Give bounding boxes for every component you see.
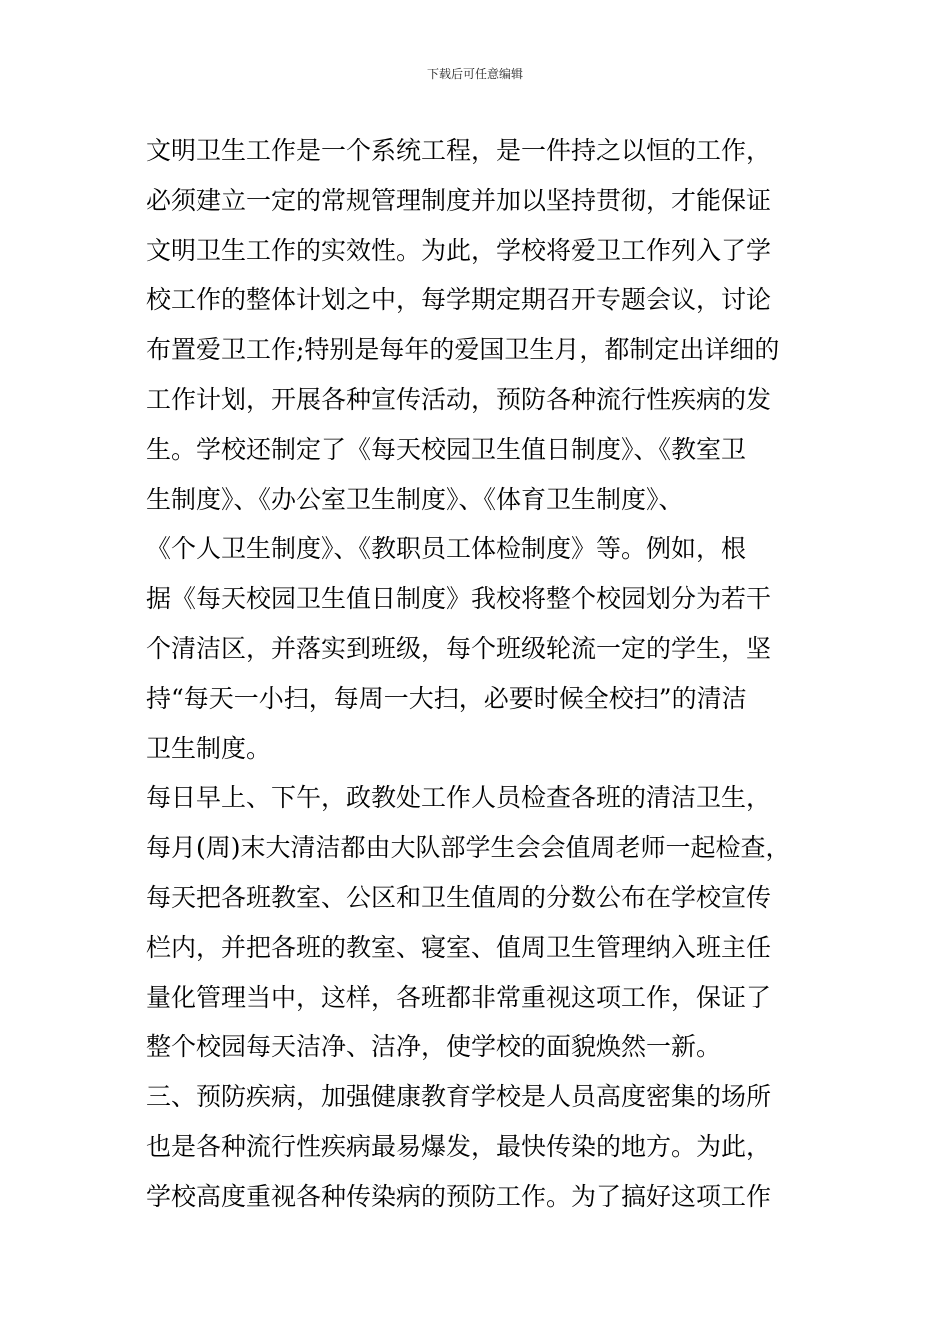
text-line: 量化管理当中，这样，各班都非常重视这项工作，保证了 [146, 982, 772, 1012]
text-line: 个清洁区，并落实到班级，每个班级轮流一定的学生，坚 [146, 633, 772, 663]
text-line: 三、预防疾病，加强健康教育学校是人员高度密集的场所 [146, 1082, 772, 1112]
text-line: 每日早上、下午，政教处工作人员检查各班的清洁卫生， [146, 783, 772, 813]
text-line: 整个校园每天洁净、洁净，使学校的面貌焕然一新。 [146, 1032, 722, 1062]
text-line: 《个人卫生制度》、《教职员工体检制度》等。例如，根 [146, 534, 747, 564]
text-line: 工作计划，开展各种宣传活动，预防各种流行性疾病的发 [146, 384, 772, 414]
text-line: 栏内，并把各班的教室、寝室、值周卫生管理纳入班主任 [146, 932, 772, 962]
text-line: 据《每天校园卫生值日制度》我校将整个校园划分为若干 [146, 584, 772, 614]
text-line: 学校高度重视各种传染病的预防工作。为了搞好这项工作 [146, 1181, 772, 1211]
text-line: 文明卫生工作的实效性。为此，学校将爱卫工作列入了学 [146, 235, 772, 265]
text-line: 校工作的整体计划之中，每学期定期召开专题会议，讨论 [146, 285, 772, 315]
body-text [146, 126, 826, 1222]
text-line: 也是各种流行性疾病最易爆发，最快传染的地方。为此， [146, 1131, 772, 1161]
text-line: 每月(周)末大清洁都由大队部学生会会值周老师一起检查， [146, 833, 791, 863]
text-line: 卫生制度。 [146, 733, 272, 763]
page-header: 下载后可任意编辑 [426, 67, 523, 81]
text-line: 生。学校还制定了《每天校园卫生值日制度》、《教室卫 [146, 434, 747, 464]
text-line: 每天把各班教室、公区和卫生值周的分数公布在学校宣传 [146, 882, 772, 912]
text-line: 持“每天一小扫，每周一大扫，必要时候全校扫”的清洁 [146, 683, 747, 713]
text-line: 生制度》、《办公室卫生制度》、《体育卫生制度》、 [146, 484, 684, 514]
text-line: 文明卫生工作是一个系统工程，是一件持之以恒的工作， [146, 136, 772, 165]
text-line: 布置爱卫工作;特别是每年的爱国卫生月，都制定出详细的 [146, 335, 780, 365]
text-line: 必须建立一定的常规管理制度并加以坚持贯彻，才能保证 [146, 185, 772, 215]
